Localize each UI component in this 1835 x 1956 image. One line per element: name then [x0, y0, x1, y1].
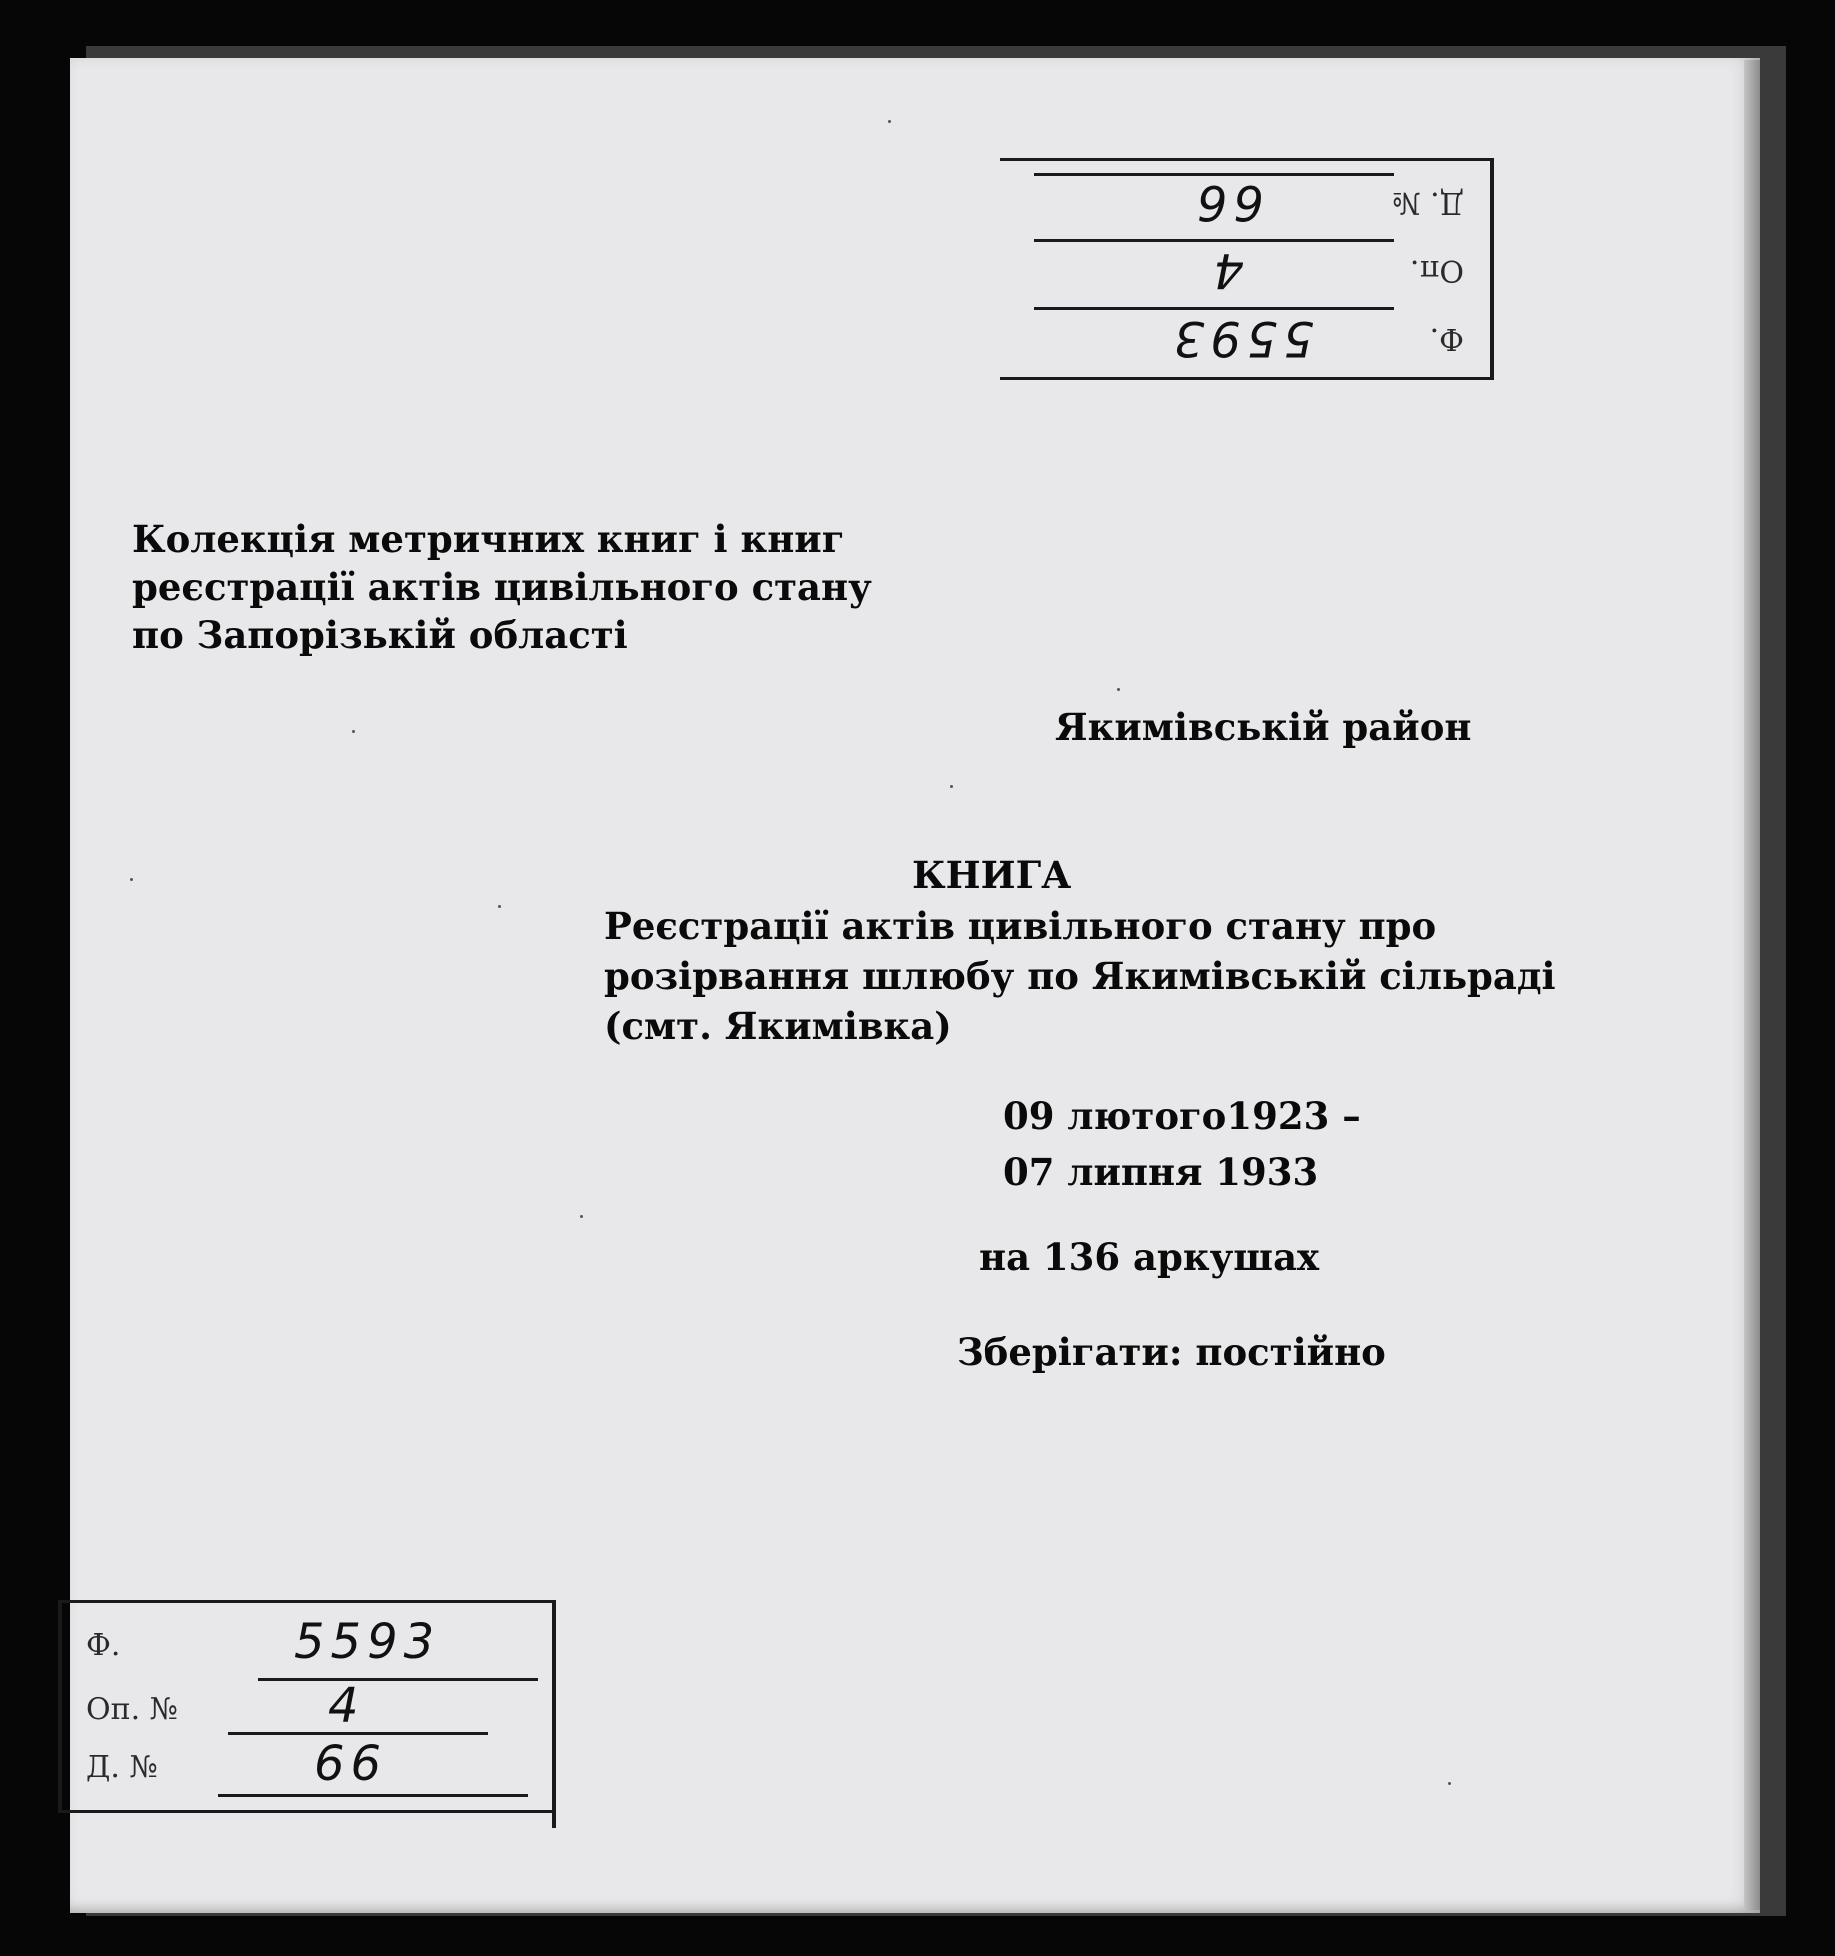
stamp-opys-value: 4 [328, 1678, 365, 1734]
stamp-row-line-1 [258, 1678, 538, 1681]
sheet-count: на 136 аркушах [979, 1235, 1320, 1279]
stamp-border-bottom [1000, 158, 1494, 161]
scan-speck [580, 1215, 583, 1218]
date-range [1003, 1088, 1361, 1200]
stamp-border-left [1490, 158, 1494, 380]
stamp-fond-value: 5593 [1167, 310, 1314, 366]
stamp-fond-label: Ф. [86, 1628, 121, 1663]
scan-speck [352, 730, 355, 733]
scan-speck [498, 905, 501, 908]
stamp-opys-label: Оп. № [86, 1692, 179, 1727]
stamp-border-top [58, 1600, 556, 1603]
stamp-opys-value: 4 [1207, 242, 1244, 298]
scan-speck [1448, 1782, 1451, 1785]
stamp-opys-label: Оп. [1409, 253, 1464, 288]
stamp-sprava-label: Д. № [86, 1750, 158, 1785]
book-description [604, 901, 1556, 1051]
date-start: 09 лютого1923 – [1003, 1094, 1361, 1138]
stamp-border-top [1000, 377, 1494, 380]
date-end: 07 липня 1933 [1003, 1150, 1319, 1194]
book-title: КНИГА [912, 853, 1072, 897]
storage-term: Зберігати: постійно [957, 1330, 1386, 1374]
folder-page-edge [1744, 60, 1760, 1910]
archive-stamp-bottom [58, 1600, 558, 1830]
scan-speck [950, 785, 953, 788]
book-description-line-1: Реєстрації актів цивільного стану про [604, 904, 1437, 948]
scan-speck [888, 120, 891, 123]
stamp-sprava-label: Д. № [1392, 185, 1464, 220]
stamp-border-right [552, 1600, 556, 1828]
book-description-line-3: (смт. Якимівка) [604, 1004, 952, 1048]
stamp-border-bottom [58, 1810, 556, 1813]
stamp-fond-label: Ф. [1429, 321, 1464, 356]
stamp-sprava-value: 66 [314, 1736, 388, 1792]
stamp-row-line-3 [218, 1794, 528, 1797]
scan-speck [130, 878, 133, 881]
collection-heading [132, 515, 872, 659]
collection-line-1: Колекція метричних книг і книг [132, 517, 845, 561]
book-description-line-2: розірвання шлюбу по Якимівській сільраді [604, 954, 1556, 998]
collection-line-2: реєстрації актів цивільного стану [132, 565, 872, 609]
district-name: Якимівськiй район [1055, 705, 1472, 749]
stamp-sprava-value: 66 [1190, 174, 1264, 230]
stamp-fond-value: 5593 [294, 1614, 441, 1670]
archive-stamp-top [1000, 158, 1494, 380]
collection-line-3: по Запорізькій області [132, 613, 628, 657]
scan-speck [1117, 688, 1120, 691]
stamp-border-left [58, 1600, 62, 1813]
